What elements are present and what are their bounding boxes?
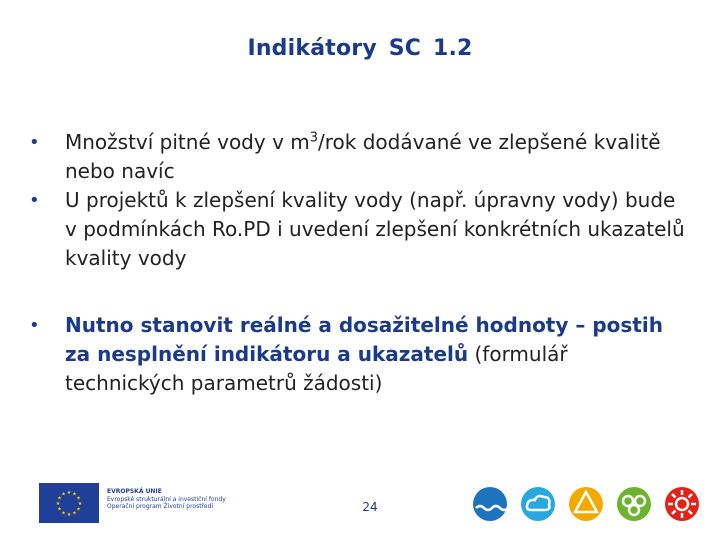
eu-line-2: Evropské strukturální a investiční fondy: [107, 495, 226, 503]
eu-star-icon: ★: [57, 506, 62, 513]
bullet-list: [27, 128, 687, 398]
eu-star-icon: ★: [76, 506, 81, 513]
bullet-2-text: U projektů k zlepšení kvality vody (např. úpravny vody) bude v podmínkách Ro.PD i uvedení zlepšení konkrétních ukazatelů kvality vody: [65, 188, 685, 270]
air-icon: [518, 484, 558, 524]
eu-star-icon: ★: [77, 500, 83, 507]
nature-icon: [614, 484, 654, 524]
bullet-3-bold-text: Nutno stanovit reálné a dosažitelné hodnoty – postih za nesplnění indikátoru a ukazatelů: [65, 313, 663, 366]
footer: [0, 470, 720, 540]
bullet-dot: •: [29, 132, 40, 153]
water-icon: [470, 484, 510, 524]
eu-star-icon: ★: [55, 500, 61, 507]
energy-icon: [662, 484, 702, 524]
bullet-dot: •: [29, 190, 40, 211]
eu-line-3: Operační program Životní prostředí: [107, 503, 214, 510]
bullet-3-text: (formulář technických parametrů žádosti): [65, 342, 568, 395]
eu-star-icon: ★: [76, 495, 81, 502]
eu-star-icon: ★: [61, 510, 66, 517]
page-number: 24: [362, 500, 378, 514]
bullet-dot: •: [29, 315, 40, 336]
eu-logo-text: [107, 488, 267, 511]
eu-line-1: EVROPSKÁ UNIE: [107, 488, 162, 495]
bullet-1-sup: 3: [309, 130, 319, 146]
bullet-1-text-b: /rok dodávané ve zlepšené kvalitě nebo navíc: [65, 130, 661, 183]
bullet-item-1: [27, 128, 687, 186]
eu-star-icon: ★: [57, 495, 62, 502]
bullet-1-text-a: Množství pitné vody v m: [65, 130, 310, 154]
eu-star-icon: ★: [66, 511, 72, 518]
waste-icon: [566, 484, 606, 524]
bullet-item-3: [27, 311, 687, 398]
eu-flag-icon: [39, 483, 99, 523]
eu-star-icon: ★: [72, 510, 77, 517]
eu-star-icon: ★: [72, 491, 77, 498]
bullet-item-2: [27, 186, 687, 273]
eu-star-icon: ★: [61, 491, 66, 498]
eu-star-icon: ★: [66, 489, 72, 496]
slide-title: Indikátory SC 1.2: [247, 36, 473, 61]
